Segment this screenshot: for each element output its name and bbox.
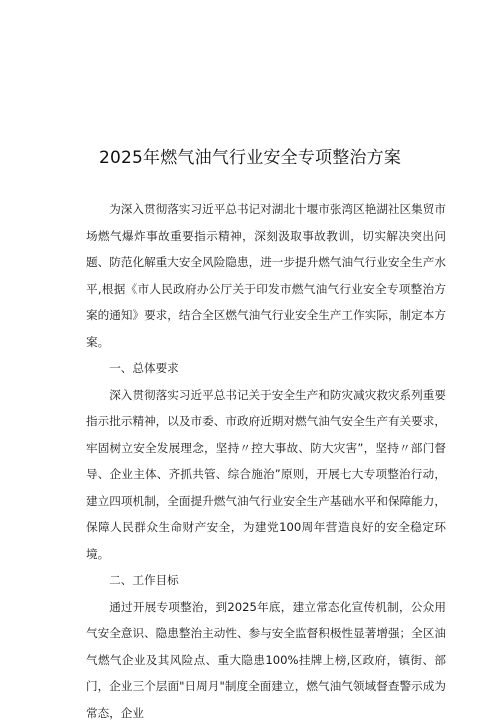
section-heading-general-requirements: 一、总体要求	[86, 355, 446, 382]
document-body	[86, 196, 446, 726]
document-title: 2025年燃气油气行业安全专项整治方案	[0, 146, 500, 170]
section-paragraph-work-goals: 通过开展专项整治，到2025年底，建立常态化宣传机制，公众用气安全意识、隐患整治主动性、参与安全监督积极性显著增强；全区油气燃气企业及其风险点、重大隐患100%挂牌上榜,区政府，镇街、部门，企业三个层面"日周月"制度全面建立，燃气油气领域督查警示成为常态，企业	[86, 594, 446, 726]
section-paragraph-general-requirements: 深入贯彻落实习近平总书记关于安全生产和防灾减灾救灾系列重要指示批示精神，以及市委、市政府近期对燃气油气安全生产有关要求，牢固树立安全发展理念，坚持〃控大事故、防大灾害”，坚持〃部门督导、企业主体、齐抓共管、综合施治”原则，开展七大专项整治行动，建立四项机制，全面提升燃气油气行业安全生产基础水平和保障能力，保障人民群众生命财产安全，为建党100周年营造良好的安全稳定环境。	[86, 382, 446, 568]
section-heading-work-goals: 二、工作目标	[86, 567, 446, 594]
intro-paragraph: 为深入贯彻落实习近平总书记对湖北十堰市张湾区艳湖社区集贸市场燃气爆炸事故重要指示精神，深刻汲取事故教训，切实解决突出问题、防范化解重大安全风险隐患，进一步提升燃气油气行业安全生产水平,根据《市人民政府办公厅关于印发市燃气油气行业安全专项整治方案的通知》要求，结合全区燃气油气行业安全生产工作实际，制定本方案。	[86, 196, 446, 355]
